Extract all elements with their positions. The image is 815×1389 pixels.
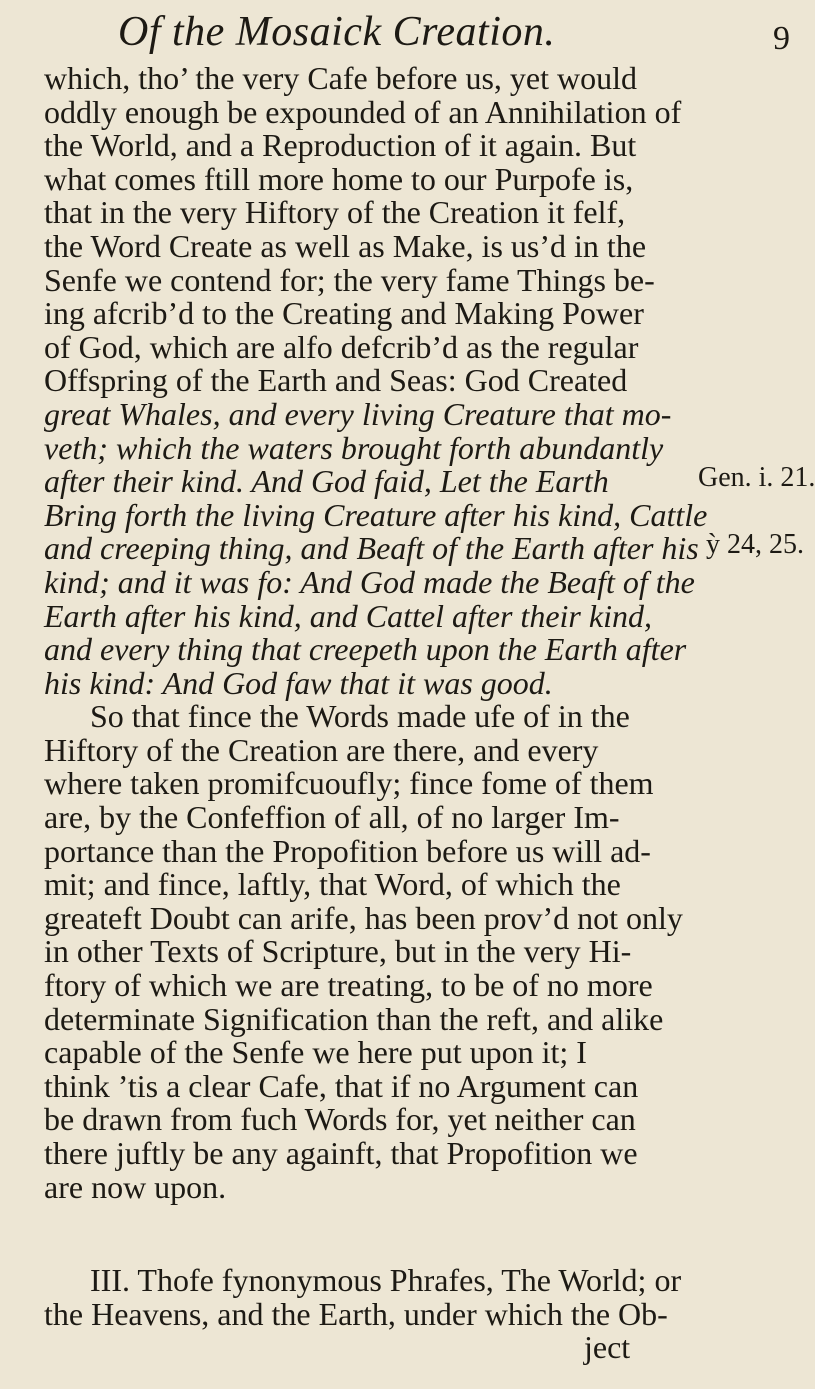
text-line: Senfe we contend for; the very fame Things be- <box>44 261 655 298</box>
text-line: be drawn from fuch Words for, yet neither can <box>44 1101 636 1138</box>
margin-note-citation: Gen. i. 21. <box>698 462 815 493</box>
text-line: the Word Create as well as Make, is us’d in the <box>44 227 647 264</box>
section-heading-line: III. Thofe fynonymous Phrafes, The World; or <box>90 1262 682 1299</box>
page-header <box>0 8 800 64</box>
text-line: and every thing that creepeth upon the Earth after <box>44 631 687 668</box>
text-line: there juftly be any againft, that Propofition we <box>44 1135 638 1171</box>
text-line: the World, and a Reproduction of it again. But <box>44 127 637 164</box>
body-text <box>44 62 784 1365</box>
text-line: greateft Doubt can arife, has been prov’d not only <box>44 899 683 936</box>
text-line: kind; and it was fo: And God made the Beaft of the <box>44 563 695 600</box>
text-line: and creeping thing, and Beaft of the Earth after his <box>44 530 699 567</box>
text-line: where taken promifcuoufly; fince fome of them <box>44 765 654 802</box>
text-line: capable of the Senfe we here put upon it; I <box>44 1034 587 1071</box>
text-line: in other Texts of Scripture, but in the very Hi- <box>44 933 632 970</box>
text-line: are, by the Confeffion of all, of no larger Im- <box>44 799 620 836</box>
text-line: determinate Signification than the reft, and alike <box>44 1000 664 1037</box>
text-line: veth; which the waters brought forth abundantly <box>44 429 664 466</box>
text-line: that in the very Hiftory of the Creation it felf, <box>44 194 626 231</box>
text-line: portance than the Propofition before us will ad- <box>44 832 651 869</box>
section-gap <box>44 1204 784 1264</box>
text-line: Offspring of the Earth and Seas: God Created <box>44 362 628 399</box>
margin-note-verse: ỳ 24, 25. <box>706 529 804 560</box>
text-line: his kind: And God faw that it was good. <box>44 664 553 701</box>
catchword: ject <box>584 1329 631 1366</box>
text-line: the Heavens, and the Earth, under which the Ob- <box>44 1295 668 1332</box>
paragraph-start: So that fince the Words made ufe of in the <box>90 698 630 735</box>
text-line: ftory of which we are treating, to be of no more <box>44 967 653 1004</box>
text-line: mit; and fince, laftly, that Word, of which the <box>44 866 621 903</box>
text-line: think ’tis a clear Cafe, that if no Argument can <box>44 1067 639 1104</box>
text-line: Earth after his kind, and Cattel after their kind, <box>44 597 652 634</box>
text-line: ing afcrib’d to the Creating and Making Power <box>44 295 644 332</box>
text-line: oddly enough be expounded of an Annihilation of <box>44 93 682 130</box>
text-line: great Whales, and every living Creature that mo- <box>44 395 672 432</box>
text-line: what comes ftill more home to our Purpofe is, <box>44 160 634 197</box>
text-line: Hiftory of the Creation are there, and every <box>44 731 599 768</box>
text-line: which, tho’ the very Cafe before us, yet would <box>44 60 637 96</box>
text-line: after their kind. And God faid, Let the Earth <box>44 463 609 500</box>
text-line: of God, which are alfo defcrib’d as the regular <box>44 328 639 365</box>
text-line: Bring forth the living Creature after his kind, Cattle <box>44 496 708 533</box>
text-line: are now upon. <box>44 1168 227 1205</box>
page-number: 9 <box>773 20 790 57</box>
running-title: Of the Mosaick Creation. <box>118 9 556 55</box>
